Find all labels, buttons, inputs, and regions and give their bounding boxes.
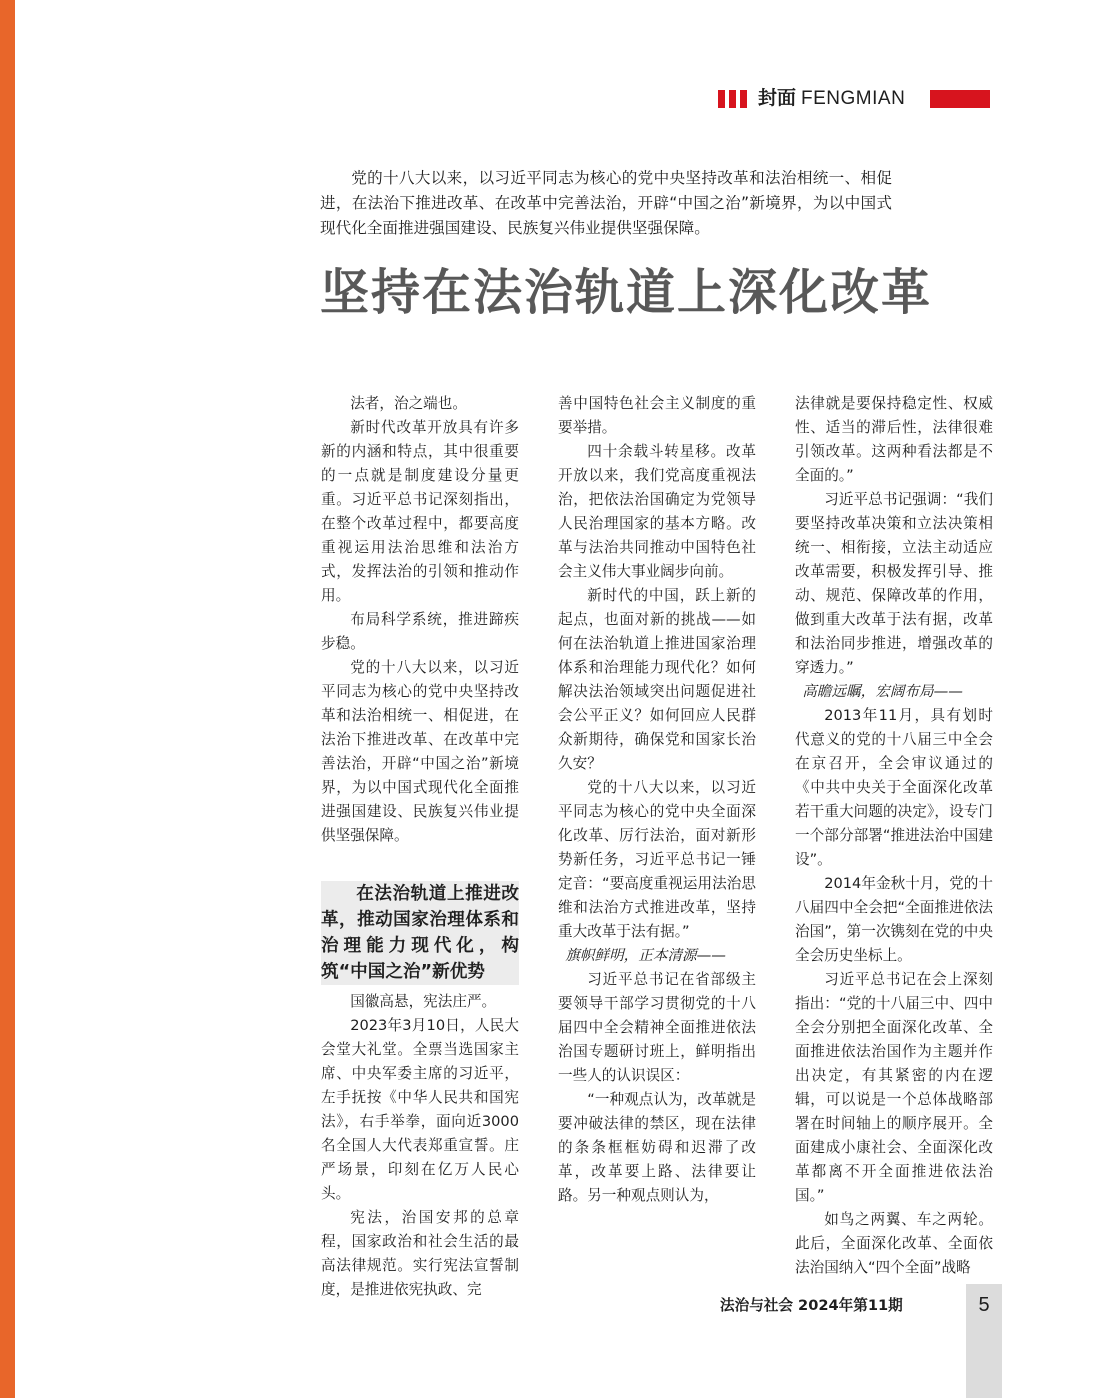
text-column-1 [321,392,519,1302]
text-column-2 [558,392,756,1208]
section-label [758,85,905,112]
red-bar-block [729,90,736,108]
paragraph: 宪法，治国安邦的总章程，国家政治和社会生活的最高法律规范。实行宪法宣誓制度，是推进依宪执政、完 [321,1209,519,1298]
paragraph: 国徽高悬，宪法庄严。 [350,993,497,1010]
paragraph: 善中国特色社会主义制度的重要举措。 [558,395,756,436]
paragraph: 2023年3月10日，人民大会堂大礼堂。全票当选国家主席、中央军委主席的习近平，左手抚按《中华人民共和国宪法》，右手举拳，面向近3000名全国人大代表郑重宣誓。庄严场景，印刻在亿万人民心头。 [321,1017,519,1202]
text-column-3 [795,392,993,1280]
paragraph: 习近平总书记强调：“我们要坚持改革决策和立法决策相统一、相衔接，立法主动适应改革需要，积极发挥引导、推动、规范、保障改革的作用，做到重大改革于法有据，改革和法治同步推进，增强改革的穿透力。” [795,491,993,676]
red-bar-long [930,90,990,108]
magazine-footer: 法治与社会 2024年第11期 [720,1297,903,1314]
article-title: 坚持在法治轨道上深化改革 [320,264,933,321]
paragraph: 党的十八大以来，以习近平同志为核心的党中央全面深化改革、厉行法治，面对新形势新任务，习近平总书记一锤定音：“要高度重视运用法治思维和法治方式推进改革，坚持重大改革于法有据。” [558,779,756,940]
paragraph: 新时代的中国，跃上新的起点，也面对新的挑战——如何在法治轨道上推进国家治理体系和治理能力现代化？如何解决法治领域突出问题促进社会公平正义？如何回应人民群众新期待，确保党和国家长治久安？ [558,587,756,772]
paragraph: 2013年11月，具有划时代意义的党的十八届三中全会在京召开，全会审议通过的《中共中央关于全面深化改革若干重大问题的决定》，设专门一个部分部署“推进法治中国建设”。 [795,707,993,868]
paragraph: 布局科学系统，推进蹄疾步稳。 [321,611,519,652]
section-name-en: FENGMIAN [801,88,906,109]
section-name-cn: 封面 [758,87,797,109]
paragraph: 法律就是要保持稳定性、权威性、适当的滞后性，法律很难引领改革。这两种看法都是不全面的。” [795,395,993,484]
paragraph: “一种观点认为，改革就是要冲破法律的禁区，现在法律的条条框框妨碍和迟滞了改革，改革要上路、法律要让路。另一种观点则认为， [558,1091,756,1204]
paragraph: 2014年金秋十月，党的十八届四中全会把“全面推进依法治国”，第一次镌刻在党的中央全会历史坐标上。 [795,875,993,964]
section-subheading: 在法治轨道上推进改革，推动国家治理体系和治理能力现代化，构筑“中国之治”新优势 [321,881,519,985]
red-bar-block [740,90,747,108]
paragraph: 四十余载斗转星移。改革开放以来，我们党高度重视法治，把依法治国确定为党领导人民治理国家的基本方略。改革与法治共同推动中国特色社会主义伟大事业阔步向前。 [558,443,756,580]
paragraph: 如鸟之两翼、车之两轮。此后，全面深化改革、全面依法治国纳入“四个全面”战略 [795,1211,993,1276]
lead-in-phrase: 旗帜鲜明，正本清源—— [565,947,726,964]
paragraph: 党的十八大以来，以习近平同志为核心的党中央坚持改革和法治相统一、相促进，在法治下推进改革、在改革中完善法治，开辟“中国之治”新境界，为以中国式现代化全面推进强国建设、民族复兴伟业提供坚强保障。 [321,659,519,844]
paragraph: 新时代改革开放具有许多新的内涵和特点，其中很重要的一点就是制度建设分量更重。习近平总书记深刻指出，在整个改革过程中，都要高度重视运用法治思维和法治方式，发挥法治的引领和推动作用。 [321,419,519,604]
lead-in-phrase: 高瞻远瞩，宏阔布局—— [802,683,963,700]
orange-side-bar [0,0,15,1398]
article-intro: 党的十八大以来，以习近平同志为核心的党中央坚持改革和法治相统一、相促进，在法治下推进改革、在改革中完善法治，开辟“中国之治”新境界，为以中国式现代化全面推进强国建设、民族复兴伟业提供坚强保障。 [320,169,892,237]
red-bar-block [718,90,725,108]
paragraph: 习近平总书记在会上深刻指出：“党的十八届三中、四中全会分别把全面深化改革、全面推进依法治国作为主题并作出决定，有其紧密的内在逻辑，可以说是一个总体战略部署在时间轴上的顺序展开。全面建成小康社会、全面深化改革都离不开全面推进依法治国。” [795,971,993,1204]
paragraph: 习近平总书记在省部级主要领导干部学习贯彻党的十八届四中全会精神全面推进依法治国专题研讨班上，鲜明指出一些人的认识误区： [558,971,756,1084]
paragraph: 法者，治之端也。 [350,395,467,412]
page-number: 5 [978,1294,990,1316]
page-number-tab [966,1284,1002,1398]
